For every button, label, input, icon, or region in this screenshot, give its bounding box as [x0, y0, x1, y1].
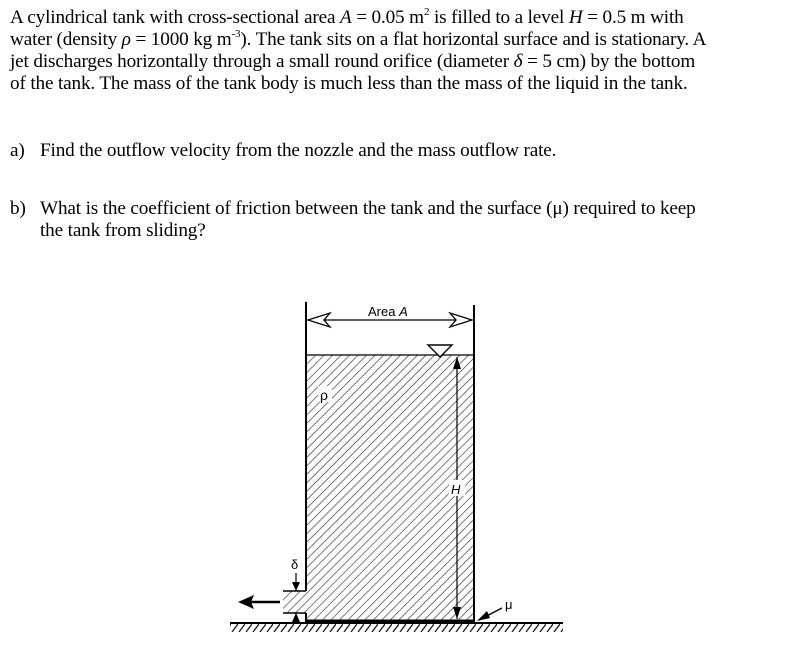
math-symbol: H	[568, 7, 583, 28]
jet-arrow-icon	[238, 595, 280, 609]
friction-label: μ	[505, 597, 513, 612]
area-label: Area A	[368, 304, 408, 319]
hatched-ground-icon	[230, 623, 563, 632]
water-body	[283, 355, 474, 623]
question-b-label: b)	[10, 198, 26, 219]
superscript: 2	[423, 5, 430, 18]
math-symbol: A	[339, 7, 352, 28]
height-label: H	[451, 482, 461, 497]
question-a-text: Find the outflow velocity from the nozzle and the mass outflow rate.	[40, 140, 557, 161]
friction-pointer	[477, 608, 502, 621]
question-b-text: What is the coefficient of friction between the tank and the surface (μ) required to keep the tank from sliding?	[40, 198, 696, 241]
problem-line: A cylindrical tank with cross-sectional area A = 0.05 $m^2$ is filled to a level H = 0.5 m with	[10, 5, 684, 28]
problem-line: of the tank. The mass of the tank body is much less than the mass of the liquid in the tank.	[10, 73, 688, 94]
superscript: -3	[231, 27, 241, 40]
question-a-label: a)	[10, 140, 25, 161]
math-symbol: δ	[513, 51, 523, 72]
problem-line: jet discharges horizontally through a small round orifice (diameter δ = 5 cm) by the bottom	[10, 51, 696, 72]
problem-line: water (density ρ = 1000 kg $m^{-3}$). The tank sits on a flat horizontal surface and is stationary. A	[10, 27, 707, 50]
math-symbol: ρ	[121, 29, 131, 50]
orifice-label: δ	[291, 557, 299, 572]
density-label: ρ	[320, 387, 328, 403]
